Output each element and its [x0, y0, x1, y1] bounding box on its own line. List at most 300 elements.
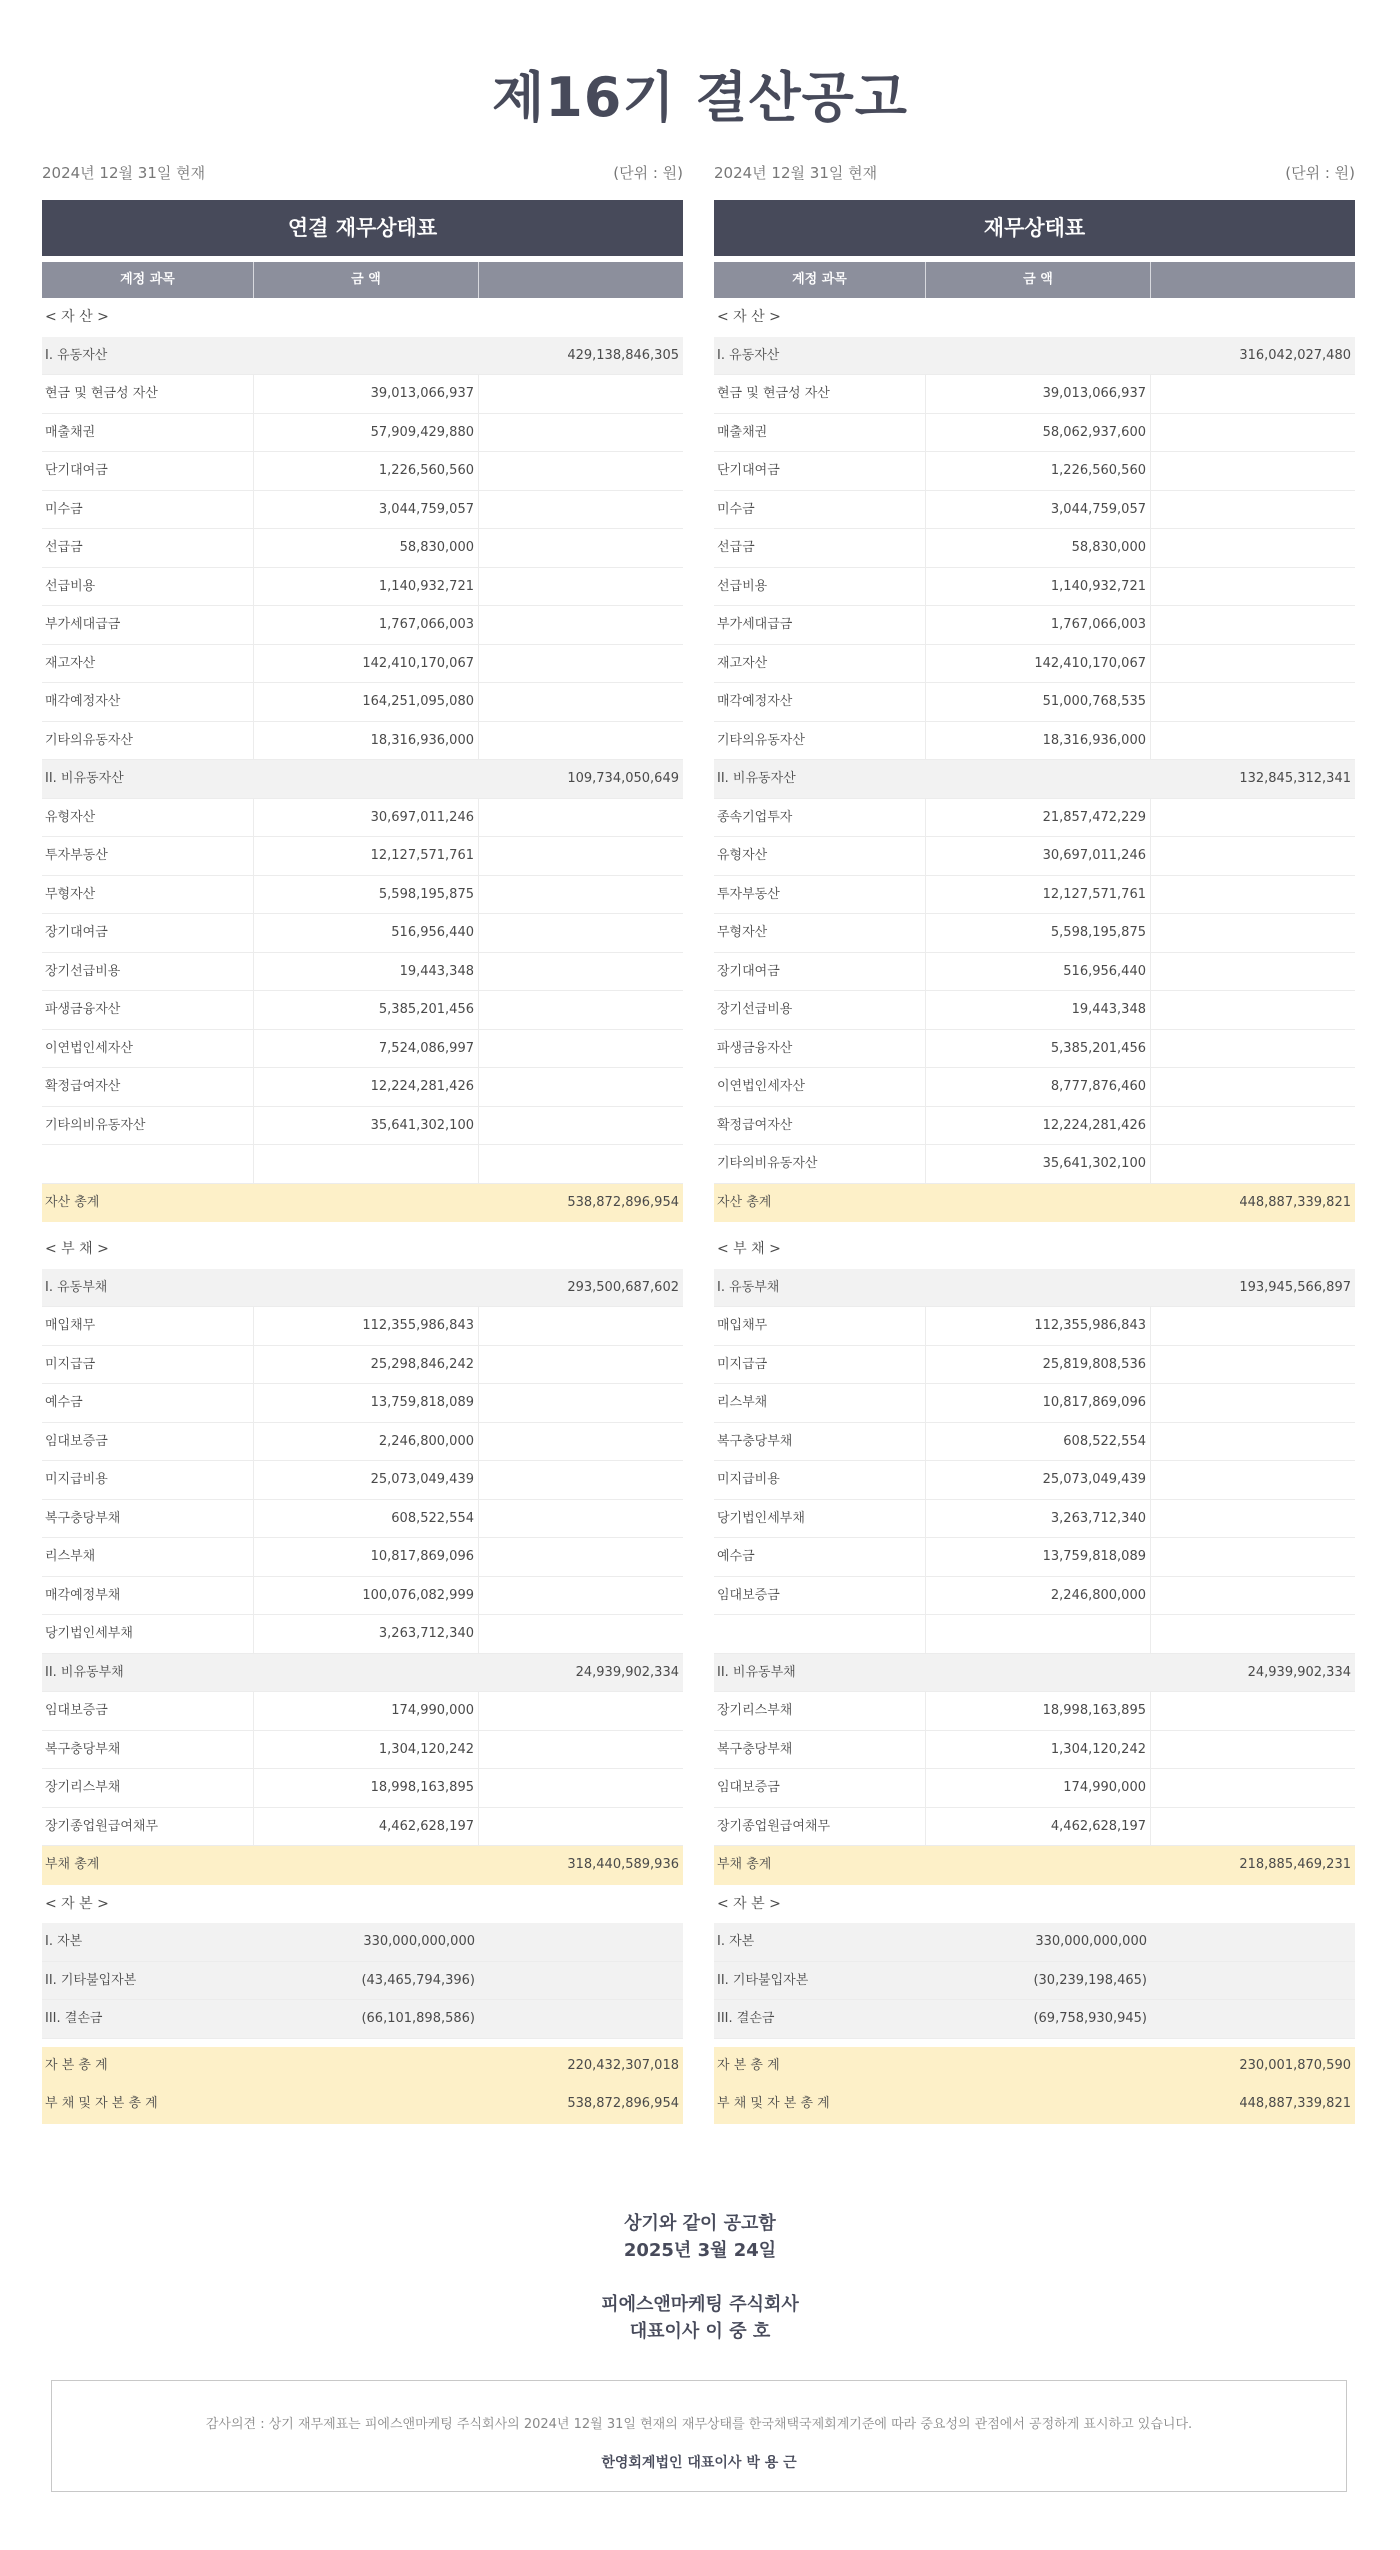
account-name: 장기선급비용	[42, 953, 254, 991]
asset-item	[714, 1030, 1355, 1069]
account-name: < 부 채 >	[45, 1241, 109, 1257]
amount-detail: 164,251,095,080	[254, 683, 479, 721]
liability-item	[714, 1731, 1355, 1770]
amount-detail	[926, 2047, 1151, 2086]
account-name: II. 비유동자산	[45, 771, 124, 786]
amount-detail: 4,462,628,197	[926, 1808, 1151, 1846]
amount-subtotal	[479, 953, 683, 991]
amount-subtotal	[1151, 1107, 1355, 1145]
amount-detail: 3,044,759,057	[254, 491, 479, 529]
amount-subtotal	[1151, 876, 1355, 914]
account-name: 미지급금	[714, 1346, 926, 1384]
amount-subtotal	[1151, 1030, 1355, 1068]
equity-item	[42, 2000, 683, 2039]
amount-subtotal	[1151, 414, 1355, 452]
account-name: 매입채무	[42, 1307, 254, 1345]
account-name: 리스부채	[42, 1538, 254, 1576]
section-liabilities	[714, 1230, 1355, 1269]
asset-item	[714, 645, 1355, 684]
account-name: 임대보증금	[42, 1423, 254, 1461]
amount-detail: 516,956,440	[254, 914, 479, 952]
asset-item	[714, 414, 1355, 453]
amount-subtotal: 448,887,339,821	[1239, 1194, 1351, 1210]
total-liabilities-row	[42, 1846, 683, 1885]
amount-detail: 4,462,628,197	[254, 1808, 479, 1846]
account-name: < 자 본 >	[45, 1895, 109, 1912]
amount-subtotal	[479, 1230, 683, 1269]
amount-subtotal	[1151, 2000, 1355, 2038]
amount-subtotal	[1151, 645, 1355, 683]
amount-detail	[254, 1654, 479, 1692]
amount-subtotal	[479, 491, 683, 529]
account-name: 장기리스부채	[42, 1769, 254, 1807]
amount-detail: 5,385,201,456	[254, 991, 479, 1029]
amount-subtotal	[479, 1885, 683, 1924]
account-name: 재고자산	[714, 645, 926, 683]
account-name	[714, 1615, 926, 1653]
col-amount: 금 액	[926, 262, 1151, 298]
account-name: 부가세대급금	[714, 606, 926, 644]
amount-detail: 5,598,195,875	[254, 876, 479, 914]
account-name: 장기대여금	[42, 914, 254, 952]
amount-detail: 112,355,986,843	[926, 1307, 1151, 1345]
asset-item	[714, 452, 1355, 491]
account-name: 이연법인세자산	[42, 1030, 254, 1068]
amount-detail: 25,073,049,439	[926, 1461, 1151, 1499]
amount-subtotal	[479, 799, 683, 837]
amount-subtotal	[479, 1615, 683, 1653]
amount-subtotal	[479, 1500, 683, 1538]
account-name: 장기대여금	[714, 953, 926, 991]
total-assets-row	[42, 1184, 683, 1223]
amount-subtotal	[479, 645, 683, 683]
current-liab-row	[714, 1269, 1355, 1308]
amount-subtotal	[1151, 298, 1355, 337]
amount-detail: 18,998,163,895	[926, 1692, 1151, 1730]
liability-item	[42, 1384, 683, 1423]
account-name: 리스부채	[714, 1384, 926, 1422]
amount-detail: 174,990,000	[926, 1769, 1151, 1807]
amount-subtotal	[479, 876, 683, 914]
amount-subtotal	[479, 1346, 683, 1384]
amount-detail: 25,819,808,536	[926, 1346, 1151, 1384]
account-name: 미지급금	[42, 1346, 254, 1384]
account-name: 무형자산	[42, 876, 254, 914]
amount-subtotal: 24,939,902,334	[575, 1664, 679, 1680]
amount-detail	[254, 1230, 479, 1269]
account-name: II. 기타불입자본	[717, 1972, 809, 1988]
amount-subtotal	[479, 568, 683, 606]
asset-item	[42, 914, 683, 953]
amount-detail: 30,697,011,246	[926, 837, 1151, 875]
account-name: 유형자산	[714, 837, 926, 875]
amount-subtotal	[1151, 375, 1355, 413]
amount-detail: 18,998,163,895	[254, 1769, 479, 1807]
amount-detail: 2,246,800,000	[254, 1423, 479, 1461]
amount-subtotal	[1151, 1068, 1355, 1106]
amount-detail	[254, 1846, 479, 1885]
amount-subtotal	[479, 722, 683, 760]
amount-detail: 58,830,000	[926, 529, 1151, 567]
amount-subtotal	[479, 1461, 683, 1499]
account-name: 복구충당부채	[42, 1731, 254, 1769]
amount-detail	[254, 337, 479, 375]
amount-subtotal: 24,939,902,334	[1247, 1664, 1351, 1680]
account-name: 미수금	[714, 491, 926, 529]
as-of-date: 2024년 12월 31일 현재	[714, 164, 878, 182]
amount-detail	[254, 1184, 479, 1223]
asset-item	[714, 683, 1355, 722]
amount-subtotal	[479, 529, 683, 567]
liability-item	[714, 1769, 1355, 1808]
account-name: 미지급비용	[42, 1461, 254, 1499]
amount-detail: 142,410,170,067	[254, 645, 479, 683]
amount-subtotal	[1151, 1808, 1355, 1846]
asset-item	[42, 645, 683, 684]
amount-detail: 12,224,281,426	[254, 1068, 479, 1106]
amount-detail: 39,013,066,937	[254, 375, 479, 413]
amount-detail	[254, 2047, 479, 2086]
section-equity	[42, 1885, 683, 1924]
amount-detail: 18,316,936,000	[254, 722, 479, 760]
amount-subtotal	[1151, 1500, 1355, 1538]
account-name: 선급비용	[42, 568, 254, 606]
amount-subtotal: 230,001,870,590	[1239, 2057, 1351, 2073]
amount-detail: 30,697,011,246	[254, 799, 479, 837]
asset-item	[42, 683, 683, 722]
amount-detail	[254, 1145, 479, 1183]
amount-subtotal	[479, 1731, 683, 1769]
amount-detail: 142,410,170,067	[926, 645, 1151, 683]
amount-subtotal	[1151, 1145, 1355, 1183]
liability-item	[42, 1500, 683, 1539]
amount-detail	[926, 760, 1151, 798]
account-name: 장기리스부채	[714, 1692, 926, 1730]
amount-subtotal	[479, 914, 683, 952]
ceo-name: 대표이사 이 중 호	[629, 2321, 771, 2342]
amount-subtotal	[479, 1307, 683, 1345]
spacer	[714, 2039, 1355, 2047]
amount-detail: 330,000,000,000	[1035, 1934, 1147, 1949]
amount-subtotal	[479, 1423, 683, 1461]
asset-item	[42, 452, 683, 491]
amount-detail	[926, 1269, 1151, 1307]
amount-subtotal	[1151, 1423, 1355, 1461]
account-name: 기타의비유동자산	[714, 1145, 926, 1183]
amount-subtotal	[1151, 1923, 1355, 1961]
account-name: < 자 산 >	[45, 309, 109, 325]
amount-detail: 1,304,120,242	[254, 1731, 479, 1769]
account-name: 장기종업원급여채무	[42, 1808, 254, 1846]
amount-detail: 174,990,000	[254, 1692, 479, 1730]
amount-subtotal: 193,945,566,897	[1239, 1279, 1351, 1295]
amount-detail	[926, 1615, 1151, 1653]
asset-item	[42, 1145, 683, 1184]
amount-subtotal	[479, 1107, 683, 1145]
section-equity	[714, 1885, 1355, 1924]
amount-detail: 19,443,348	[926, 991, 1151, 1029]
account-name: I. 자본	[45, 1934, 83, 1949]
amount-detail: 2,246,800,000	[926, 1577, 1151, 1615]
amount-detail: 7,524,086,997	[254, 1030, 479, 1068]
amount-detail: 13,759,818,089	[254, 1384, 479, 1422]
amount-subtotal: 538,872,896,954	[567, 1194, 679, 1210]
amount-detail	[926, 1885, 1151, 1924]
equity-item	[714, 1923, 1355, 1962]
liability-item	[714, 1384, 1355, 1423]
equity-item	[714, 2000, 1355, 2039]
account-name: 기타의비유동자산	[42, 1107, 254, 1145]
col-blank	[479, 262, 683, 298]
amount-subtotal: 109,734,050,649	[567, 771, 679, 786]
amount-detail: 13,759,818,089	[926, 1538, 1151, 1576]
amount-detail: 57,909,429,880	[254, 414, 479, 452]
account-name: 파생금융자산	[714, 1030, 926, 1068]
equity-item	[42, 1923, 683, 1962]
amount-detail: 1,140,932,721	[926, 568, 1151, 606]
asset-item	[714, 606, 1355, 645]
account-name: 매출채권	[42, 414, 254, 452]
amount-subtotal	[1151, 1577, 1355, 1615]
asset-item	[42, 414, 683, 453]
account-name: I. 유동자산	[45, 347, 108, 363]
account-name: 장기종업원급여채무	[714, 1808, 926, 1846]
liability-item	[42, 1577, 683, 1616]
amount-detail: 100,076,082,999	[254, 1577, 479, 1615]
account-name: III. 결손금	[717, 2011, 775, 2026]
current-assets-row	[714, 337, 1355, 376]
account-name: 복구충당부채	[714, 1731, 926, 1769]
amount-subtotal	[1151, 1692, 1355, 1730]
liability-item	[42, 1615, 683, 1654]
account-name: 투자부동산	[42, 837, 254, 875]
amount-detail: 18,316,936,000	[926, 722, 1151, 760]
account-name: < 부 채 >	[717, 1241, 781, 1257]
liability-item	[42, 1808, 683, 1847]
account-name: 임대보증금	[714, 1577, 926, 1615]
closing-date: 2025년 3월 24일	[623, 2240, 777, 2261]
account-name: 종속기업투자	[714, 799, 926, 837]
amount-detail: 51,000,768,535	[926, 683, 1151, 721]
amount-subtotal	[479, 1384, 683, 1422]
account-name: 현금 및 현금성 자산	[714, 375, 926, 413]
account-name: 부채 총계	[45, 1857, 100, 1872]
amount-subtotal	[479, 1808, 683, 1846]
amount-subtotal	[479, 2000, 683, 2038]
liability-item	[714, 1808, 1355, 1847]
amount-subtotal	[479, 991, 683, 1029]
amount-detail: 25,298,846,242	[254, 1346, 479, 1384]
current-assets-row	[42, 337, 683, 376]
amount-detail	[254, 1885, 479, 1924]
liability-item	[42, 1538, 683, 1577]
amount-detail: 608,522,554	[254, 1500, 479, 1538]
amount-subtotal	[479, 1030, 683, 1068]
amount-detail: 39,013,066,937	[926, 375, 1151, 413]
unit-label: (단위 : 원)	[613, 164, 683, 182]
noncurrent-liab-row	[714, 1654, 1355, 1693]
amount-subtotal	[479, 452, 683, 490]
amount-subtotal	[1151, 1615, 1355, 1653]
account-name: 재고자산	[42, 645, 254, 683]
account-name: 당기법인세부채	[714, 1500, 926, 1538]
asset-item	[714, 799, 1355, 838]
sheet-heading: 재무상태표	[714, 200, 1355, 256]
account-name: 자산 총계	[717, 1194, 772, 1210]
amount-detail: 112,355,986,843	[254, 1307, 479, 1345]
liability-item	[42, 1769, 683, 1808]
total-liab-equity-row	[42, 2085, 683, 2124]
liability-item	[42, 1307, 683, 1346]
account-name: 예수금	[42, 1384, 254, 1422]
amount-subtotal	[1151, 1230, 1355, 1269]
current-liab-row	[42, 1269, 683, 1308]
account-name: 매입채무	[714, 1307, 926, 1345]
amount-detail	[254, 1269, 479, 1307]
amount-detail	[254, 760, 479, 798]
amount-detail	[926, 2085, 1151, 2124]
amount-subtotal	[1151, 914, 1355, 952]
col-account: 계정 과목	[42, 262, 254, 298]
asset-item	[42, 529, 683, 568]
amount-subtotal	[1151, 568, 1355, 606]
amount-subtotal	[1151, 1538, 1355, 1576]
account-name: 부 채 및 자 본 총 계	[45, 2096, 158, 2111]
account-name	[42, 1145, 254, 1183]
account-name: 현금 및 현금성 자산	[42, 375, 254, 413]
account-name: 미지급비용	[714, 1461, 926, 1499]
account-name: 투자부동산	[714, 876, 926, 914]
col-account: 계정 과목	[714, 262, 926, 298]
amount-subtotal	[1151, 529, 1355, 567]
amount-subtotal	[1151, 491, 1355, 529]
amount-subtotal	[479, 837, 683, 875]
account-name: 임대보증금	[42, 1692, 254, 1730]
amount-detail	[926, 337, 1151, 375]
amount-subtotal	[1151, 1346, 1355, 1384]
account-name: 매각예정부채	[42, 1577, 254, 1615]
amount-subtotal: 220,432,307,018	[567, 2057, 679, 2073]
section-assets	[714, 298, 1355, 337]
account-name: 선급금	[42, 529, 254, 567]
amount-detail: 10,817,869,096	[926, 1384, 1151, 1422]
asset-item	[42, 722, 683, 761]
liability-item	[714, 1615, 1355, 1654]
liability-item	[42, 1346, 683, 1385]
asset-item	[42, 1068, 683, 1107]
unit-label: (단위 : 원)	[1285, 164, 1355, 182]
amount-detail: 10,817,869,096	[254, 1538, 479, 1576]
amount-subtotal	[1151, 683, 1355, 721]
amount-detail: 35,641,302,100	[254, 1107, 479, 1145]
equity-item	[714, 1962, 1355, 2001]
asset-item	[714, 991, 1355, 1030]
amount-subtotal	[479, 683, 683, 721]
amount-subtotal	[1151, 1307, 1355, 1345]
account-name: 임대보증금	[714, 1769, 926, 1807]
amount-detail: 1,226,560,560	[254, 452, 479, 490]
asset-item	[714, 1145, 1355, 1184]
amount-subtotal	[1151, 1885, 1355, 1924]
account-name: 매각예정자산	[42, 683, 254, 721]
sheet-meta	[714, 160, 1355, 186]
amount-detail	[926, 1654, 1151, 1692]
account-name: III. 결손금	[45, 2011, 103, 2026]
asset-item	[714, 837, 1355, 876]
amount-subtotal: 429,138,846,305	[567, 347, 679, 363]
column-header	[42, 262, 683, 298]
liability-item	[42, 1423, 683, 1462]
account-name: II. 기타불입자본	[45, 1972, 137, 1988]
amount-subtotal	[479, 1769, 683, 1807]
amount-subtotal	[1151, 991, 1355, 1029]
amount-subtotal	[479, 1577, 683, 1615]
asset-item	[714, 568, 1355, 607]
amount-subtotal: 448,887,339,821	[1239, 2096, 1351, 2111]
account-name: 무형자산	[714, 914, 926, 952]
asset-item	[714, 953, 1355, 992]
amount-subtotal: 132,845,312,341	[1239, 771, 1351, 786]
amount-subtotal	[1151, 606, 1355, 644]
liability-item	[714, 1500, 1355, 1539]
spacer	[42, 1222, 683, 1230]
account-name: II. 비유동부채	[717, 1664, 796, 1680]
asset-item	[42, 837, 683, 876]
total-equity-row	[714, 2047, 1355, 2086]
amount-detail: 3,263,712,340	[926, 1500, 1151, 1538]
account-name: II. 비유동부채	[45, 1664, 124, 1680]
sheet-heading: 연결 재무상태표	[42, 200, 683, 256]
account-name: 기타의유동자산	[714, 722, 926, 760]
amount-detail: 35,641,302,100	[926, 1145, 1151, 1183]
liability-item	[42, 1461, 683, 1500]
account-name: 단기대여금	[714, 452, 926, 490]
amount-detail: 25,073,049,439	[254, 1461, 479, 1499]
consolidated-balance-sheet	[42, 160, 683, 2124]
amount-subtotal	[479, 298, 683, 337]
amount-subtotal	[1151, 1731, 1355, 1769]
amount-detail: (43,465,794,396)	[361, 1972, 475, 1988]
asset-item	[714, 375, 1355, 414]
asset-item	[42, 1030, 683, 1069]
amount-detail: 5,385,201,456	[926, 1030, 1151, 1068]
equity-item	[42, 1962, 683, 2001]
amount-detail: 1,304,120,242	[926, 1731, 1151, 1769]
asset-item	[42, 991, 683, 1030]
noncurrent-assets-row	[42, 760, 683, 799]
amount-subtotal	[479, 1962, 683, 2000]
liability-item	[714, 1461, 1355, 1500]
account-name: 선급비용	[714, 568, 926, 606]
account-name: 확정급여자산	[714, 1107, 926, 1145]
amount-detail: 58,830,000	[254, 529, 479, 567]
amount-detail	[254, 2085, 479, 2124]
account-name: I. 유동부채	[717, 1279, 780, 1295]
account-name: 자산 총계	[45, 1194, 100, 1210]
amount-detail: 3,044,759,057	[926, 491, 1151, 529]
asset-item	[42, 568, 683, 607]
amount-subtotal	[479, 1692, 683, 1730]
account-name: 기타의유동자산	[42, 722, 254, 760]
auditor-signature: 한영회계법인 대표이사 박 용 근	[601, 2455, 797, 2471]
amount-detail: 58,062,937,600	[926, 414, 1151, 452]
total-liab-equity-row	[714, 2085, 1355, 2124]
amount-detail	[926, 298, 1151, 337]
account-name: 단기대여금	[42, 452, 254, 490]
amount-subtotal: 538,872,896,954	[567, 2096, 679, 2111]
asset-item	[714, 491, 1355, 530]
account-name: 부 채 및 자 본 총 계	[717, 2096, 830, 2111]
